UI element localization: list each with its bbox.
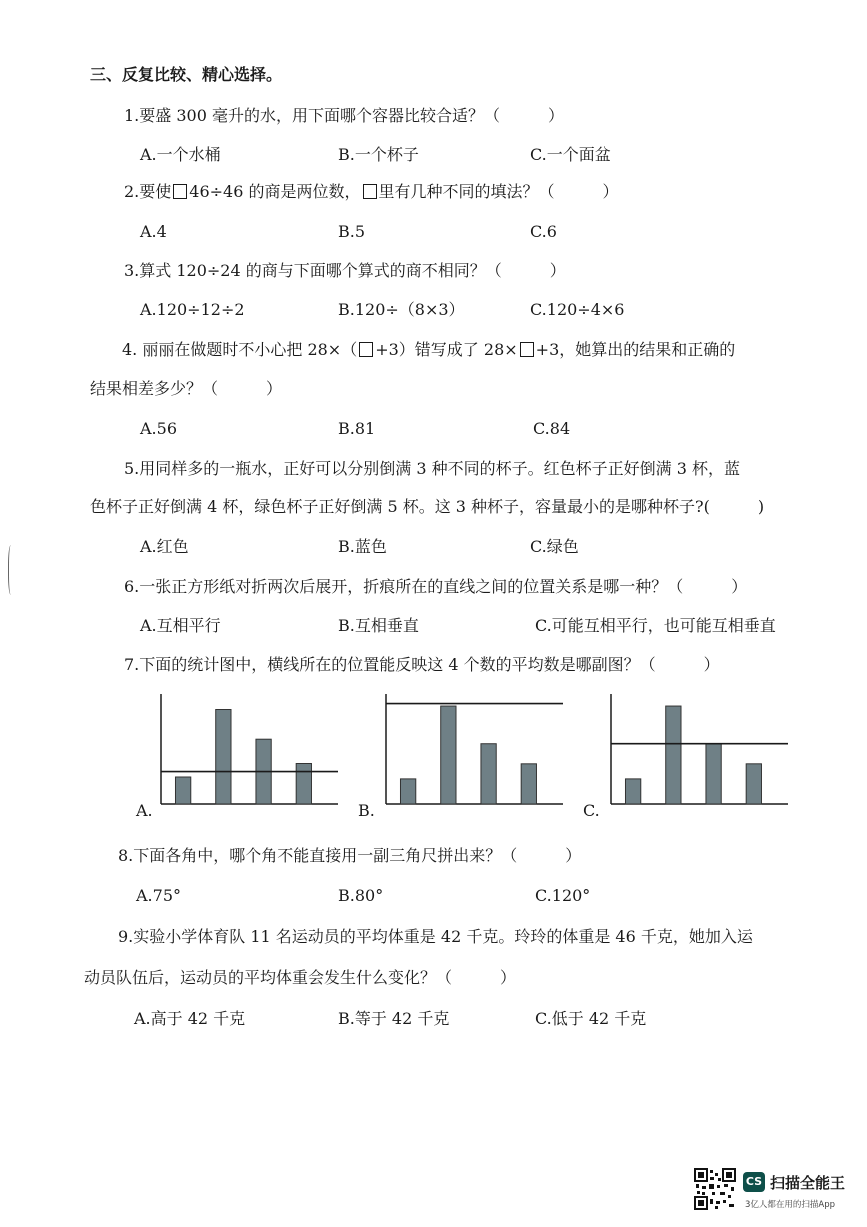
bar-chart-a	[155, 690, 340, 810]
chart-bar	[521, 764, 536, 804]
bar-chart-b	[380, 690, 565, 810]
question-8: 8.下面各角中，哪个角不能直接用一副三角尺拼出来？（ ）	[118, 846, 582, 865]
question-2	[124, 182, 619, 202]
chart-bar	[481, 744, 496, 804]
q8-option-a: A.75°	[136, 886, 181, 905]
section-title: 三、反复比较、精心选择。	[90, 65, 283, 84]
scanner-slogan: 3亿人都在用的扫描App	[745, 1200, 836, 1210]
question-3: 3.算式 120÷24 的商与下面哪个算式的商不相同？（ ）	[124, 261, 566, 280]
q2-option-b: B.5	[338, 222, 366, 241]
blank-box	[363, 184, 377, 199]
q6-option-c: C.可能互相平行，也可能互相垂直	[535, 616, 776, 635]
q5-option-a: A.红色	[140, 537, 189, 556]
q4-option-c: C.84	[533, 419, 571, 438]
q3-option-a: A.120÷12÷2	[140, 300, 245, 319]
q3-option-b: B.120÷（8×3）	[338, 300, 465, 319]
chart-label-c: C.	[583, 801, 600, 820]
q9-option-b: B.等于 42 千克	[338, 1009, 450, 1028]
blank-box	[520, 342, 534, 357]
question-6: 6.一张正方形纸对折两次后展开，折痕所在的直线之间的位置关系是哪一种？（ ）	[124, 577, 748, 596]
scanner-brand: 扫描全能王	[770, 1174, 846, 1192]
question-5-line-1: 5.用同样多的一瓶水，正好可以分别倒满 3 种不同的杯子。红色杯子正好倒满 3 杯，蓝	[124, 459, 740, 478]
q4-text-a: 4. 丽丽在做题时不小心把 28×（	[122, 340, 358, 359]
chart-label-b: B.	[358, 801, 375, 820]
chart-bar	[175, 777, 190, 804]
q6-option-b: B.互相垂直	[338, 616, 419, 635]
bar-chart-c	[605, 690, 790, 810]
q4-option-a: A.56	[140, 419, 177, 438]
q8-option-b: B.80°	[338, 886, 384, 905]
q9-option-c: C.低于 42 千克	[535, 1009, 647, 1028]
q4-option-b: B.81	[338, 419, 376, 438]
q6-option-a: A.互相平行	[140, 616, 221, 635]
q2-option-a: A.4	[140, 222, 167, 241]
q2-suffix: 里有几种不同的填法？（ ）	[378, 182, 619, 201]
chart-bar	[706, 744, 721, 804]
scanner-logo-icon: CS	[743, 1172, 765, 1192]
blank-box	[173, 184, 187, 199]
chart-bar	[625, 779, 640, 804]
q4-text-c: +3，她算出的结果和正确的	[535, 340, 736, 359]
q8-option-c: C.120°	[535, 886, 591, 905]
q1-option-a: A.一个水桶	[140, 145, 221, 164]
q1-option-b: B.一个杯子	[338, 145, 419, 164]
q2-mid: 46÷46 的商是两位数，	[189, 182, 361, 201]
question-7: 7.下面的统计图中，横线所在的位置能反映这 4 个数的平均数是哪副图？（ ）	[124, 655, 720, 674]
chart-bar	[400, 779, 415, 804]
question-1: 1.要盛 300 毫升的水，用下面哪个容器比较合适？（ ）	[124, 106, 564, 125]
question-9-line-2: 动员队伍后，运动员的平均体重会发生什么变化？（ ）	[84, 968, 517, 987]
chart-bar	[216, 710, 231, 805]
question-9-line-1: 9.实验小学体育队 11 名运动员的平均体重是 42 千克。玲玲的体重是 46 千克，她加入运	[118, 927, 753, 946]
q3-option-c: C.120÷4×6	[530, 300, 625, 319]
chart-label-a: A.	[136, 801, 153, 820]
chart-bar	[746, 764, 761, 804]
q2-prefix: 2.要使	[124, 182, 172, 201]
q5-option-b: B.蓝色	[338, 537, 387, 556]
q2-option-c: C.6	[530, 222, 557, 241]
q9-option-a: A.高于 42 千克	[134, 1009, 246, 1028]
question-4-line-2: 结果相差多少？（ ）	[90, 379, 283, 398]
q5-option-c: C.绿色	[530, 537, 579, 556]
question-5-line-2: 色杯子正好倒满 4 杯，绿色杯子正好倒满 5 杯。这 3 种杯子，容量最小的是哪种杯子?( )	[90, 497, 765, 516]
scan-edge-mark	[8, 545, 15, 595]
chart-bar	[441, 706, 456, 804]
q1-option-c: C.一个面盆	[530, 145, 611, 164]
question-4-line-1	[122, 340, 735, 360]
q4-text-b: +3）错写成了 28×	[375, 340, 518, 359]
chart-bar	[296, 764, 311, 805]
qr-code-icon	[694, 1168, 736, 1210]
blank-box	[359, 342, 373, 357]
chart-bar	[666, 706, 681, 804]
